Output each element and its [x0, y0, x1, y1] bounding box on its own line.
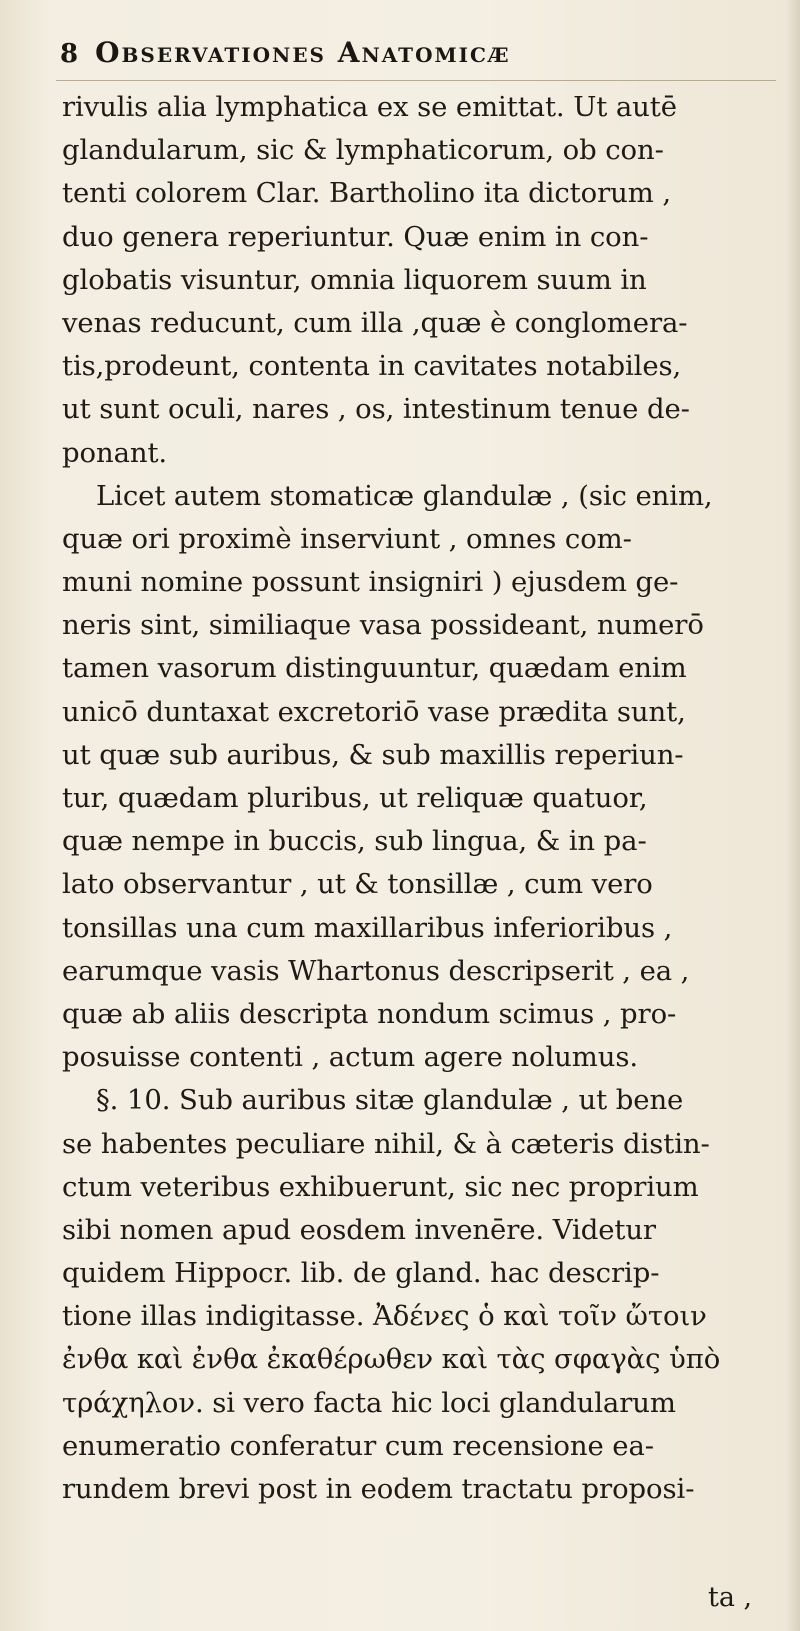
- paragraph-start-line: Licet autem stomaticæ glandulæ , (sic enim,: [96, 479, 713, 512]
- page-edge-shadow: [786, 0, 800, 1631]
- text-line: tione illas indigitasse. Ἀδένες ὁ καὶ τοῖν ὤτοιν: [62, 1300, 707, 1333]
- text-line: quæ ab aliis descripta nondum scimus , pro-: [62, 997, 677, 1030]
- text-line: tenti colorem Clar. Bartholino ita dictorum ,: [62, 177, 671, 210]
- text-line: τράχηλον. si vero facta hic loci glandularum: [62, 1386, 676, 1419]
- text-line: posuisse contenti , actum agere nolumus.: [62, 1041, 639, 1074]
- text-line: enumeratio conferatur cum recensione ea-: [62, 1429, 654, 1462]
- text-line: ctum veteribus exhibuerunt, sic nec proprium: [62, 1170, 699, 1203]
- text-line: tur, quædam pluribus, ut reliquæ quatuor,: [62, 782, 648, 814]
- text-line: sibi nomen apud eosdem invenēre. Videtur: [62, 1213, 656, 1246]
- running-head: [60, 36, 760, 76]
- text-line: ponant.: [62, 436, 168, 469]
- text-line: rivulis alia lymphatica ex se emittat. Ut autē: [62, 91, 677, 123]
- text-line: ut sunt oculi, nares , os, intestinum tenue de-: [62, 393, 690, 426]
- text-line: earumque vasis Whartonus descripserit , ea ,: [62, 954, 690, 987]
- text-line: tis,prodeunt, contenta in cavitates notabiles,: [62, 350, 682, 383]
- running-title: Observationes Anatomicæ: [95, 36, 511, 69]
- text-line: quæ ori proximè inserviunt , omnes com-: [62, 522, 632, 555]
- body-text: [62, 86, 774, 1511]
- text-line: quæ nempe in buccis, sub lingua, & in pa-: [62, 825, 647, 858]
- text-line: ut quæ sub auribus, & sub maxillis reperiun-: [62, 738, 684, 771]
- text-line: neris sint, similiaque vasa possideant, numerō: [62, 609, 704, 642]
- section-start-line: §. 10. Sub auribus sitæ glandulæ , ut bene: [96, 1084, 684, 1117]
- header-rule: [56, 80, 776, 81]
- text-line: unicō duntaxat excretoriō vase prædita sunt,: [62, 695, 686, 728]
- text-line: globatis visuntur, omnia liquorem suum in: [62, 263, 647, 296]
- catchword: ta ,: [708, 1582, 753, 1613]
- text-line: tamen vasorum distinguuntur, quædam enim: [62, 652, 687, 685]
- text-line: se habentes peculiare nihil, & à cæteris distin-: [62, 1127, 710, 1160]
- text-line: tonsillas una cum maxillaribus inferioribus ,: [62, 911, 673, 944]
- page-number: 8: [60, 39, 80, 69]
- greek-text-line: ἐνθα καὶ ἐνθα ἐκαθέρωθεν καὶ τὰς σφαγὰς ὑπὸ: [62, 1343, 721, 1376]
- text-line: venas reducunt, cum illa ,quæ è conglomera-: [62, 306, 688, 339]
- text-line: glandularum, sic & lymphaticorum, ob con-: [62, 134, 664, 167]
- text-line: rundem brevi post in eodem tractatu proposi-: [62, 1473, 695, 1505]
- text-line: muni nomine possunt insigniri ) ejusdem ge-: [62, 566, 679, 599]
- text-line: duo genera reperiuntur. Quæ enim in con-: [62, 220, 649, 253]
- text-line: lato observantur , ut & tonsillæ , cum vero: [62, 868, 653, 901]
- text-line: quidem Hippocr. lib. de gland. hac descrip-: [62, 1257, 660, 1290]
